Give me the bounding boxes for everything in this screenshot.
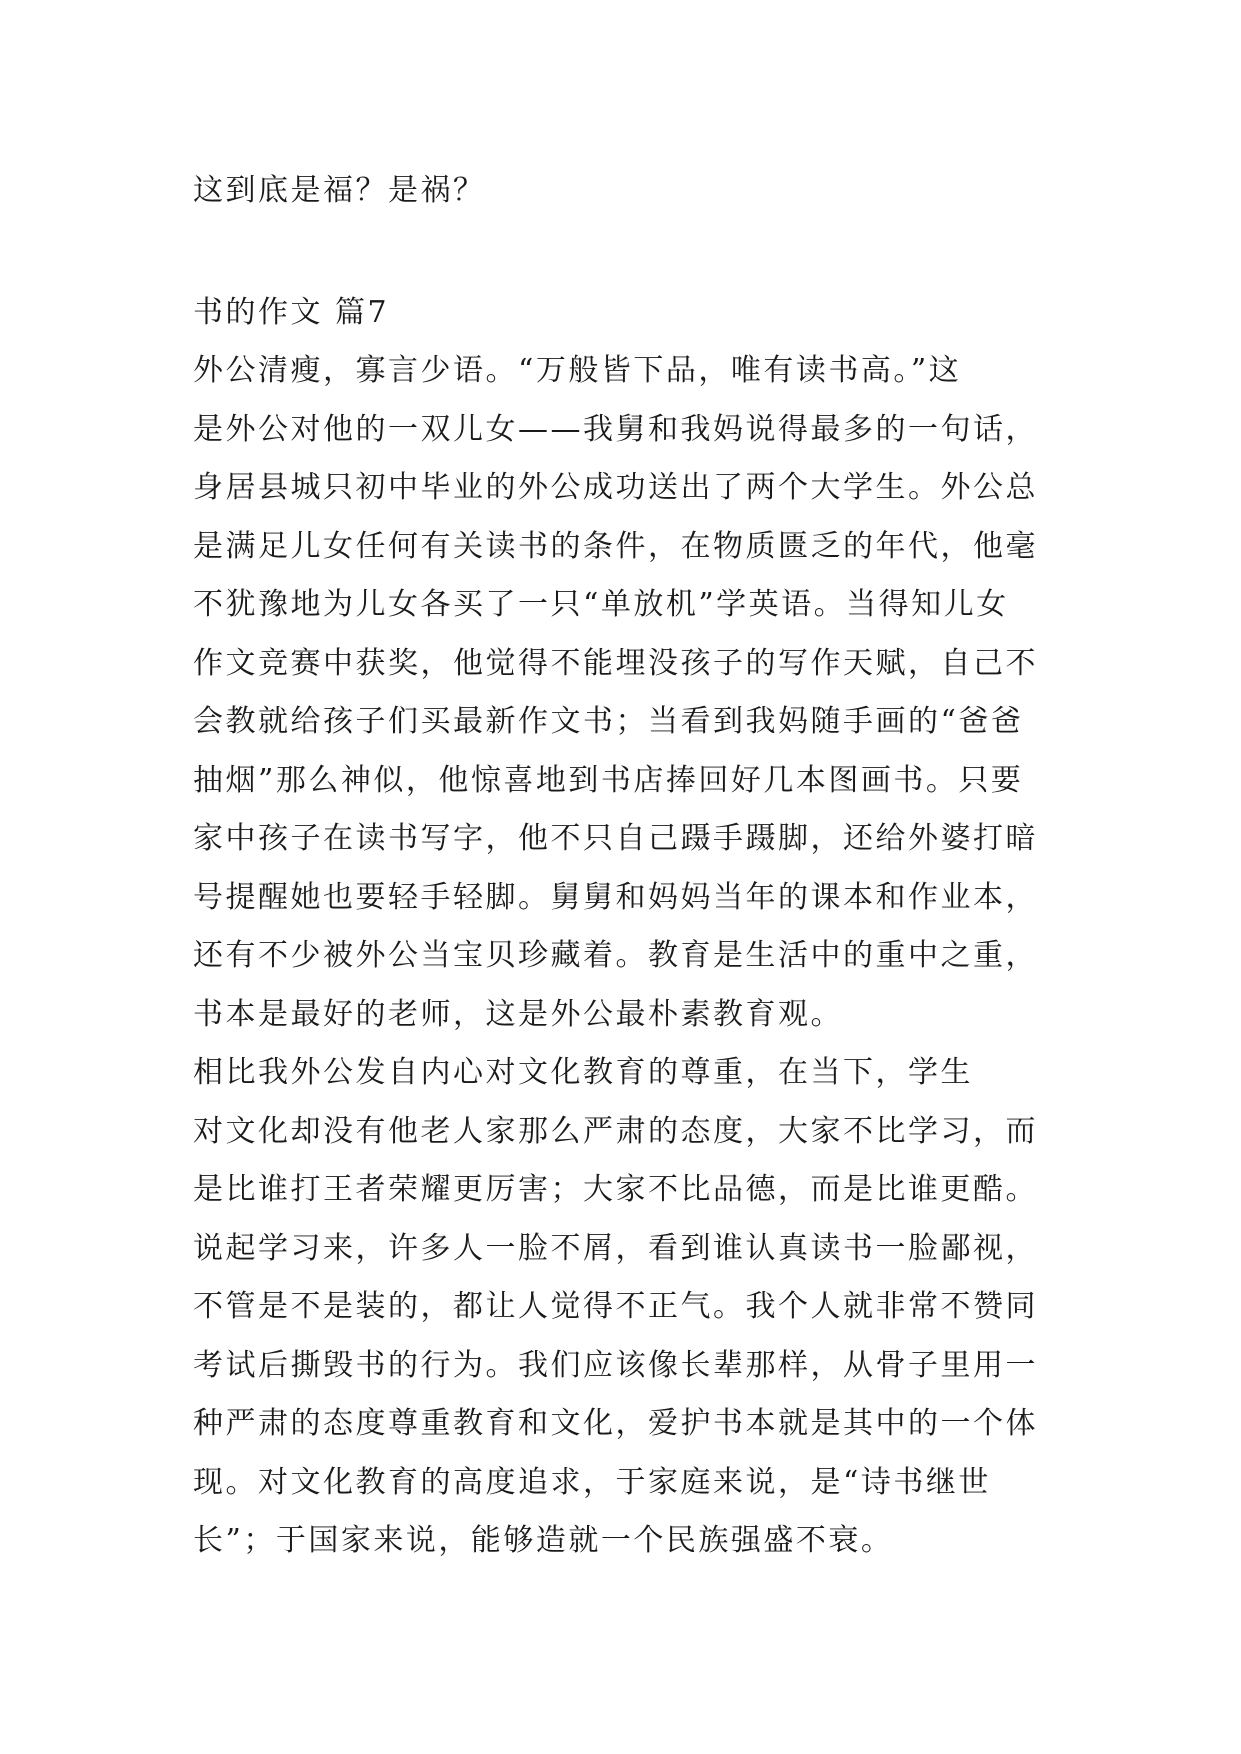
- paragraph-2-line: 考试后撕毁书的行为。我们应该像长辈那样，从骨子里用一: [193, 1347, 1038, 1383]
- paragraph-1-line: 作文竞赛中获奖，他觉得不能埋没孩子的写作天赋，自己不: [193, 645, 1038, 681]
- paragraph-1-line: 外公清瘦，寡言少语。“万般皆下品，唯有读书高。”这: [193, 353, 962, 388]
- lead-line: 这到底是福？是祸？: [193, 173, 486, 208]
- paragraph-1-line: 会教就给孩子们买最新作文书；当看到我妈随手画的“爸爸: [193, 704, 1024, 739]
- paragraph-1-line: 书本是最好的老师，这是外公最朴素教育观。: [193, 996, 843, 1032]
- paragraph-1-line: 号提醒她也要轻手轻脚。舅舅和妈妈当年的课本和作业本，: [193, 879, 1038, 915]
- document-body: [193, 162, 1049, 1571]
- paragraph-2-line: 不管是不是装的，都让人觉得不正气。我个人就非常不赞同: [193, 1289, 1038, 1324]
- paragraph-1-line: 抽烟”那么神似，他惊喜地到书店捧回好几本图画书。只要: [193, 762, 1024, 798]
- paragraph-1-line: 是外公对他的一双儿女——我舅和我妈说得最多的一句话，: [193, 411, 1038, 447]
- paragraph-1-line: 身居县城只初中毕业的外公成功送出了两个大学生。外公总: [193, 470, 1038, 505]
- paragraph-1-line: 是满足儿女任何有关读书的条件，在物质匮乏的年代，他毫: [193, 528, 1038, 564]
- paragraph-2-line: 现。对文化教育的高度追求，于家庭来说，是“诗书继世: [193, 1464, 991, 1500]
- paragraph-2-line: 对文化却没有他老人家那么严肃的态度，大家不比学习，而: [193, 1113, 1038, 1149]
- paragraph-1-line: 家中孩子在读书写字，他不只自己蹑手蹑脚，还给外婆打暗: [193, 821, 1038, 856]
- paragraph-2-line: 说起学习来，许多人一脸不屑，看到谁认真读书一脸鄙视，: [193, 1230, 1038, 1266]
- essay-heading: 书的作文 篇7: [193, 294, 390, 330]
- paragraph-2-line: 长”；于国家来说，能够造就一个民族强盛不衰。: [193, 1523, 894, 1558]
- paragraph-2-line: 相比我外公发自内心对文化教育的尊重，在当下，学生: [193, 1055, 973, 1090]
- paragraph-2-line: 种严肃的态度尊重教育和文化，爱护书本就是其中的一个体: [193, 1406, 1038, 1441]
- paragraph-1-line: 不犹豫地为儿女各买了一只“单放机”学英语。当得知儿女: [193, 587, 1009, 622]
- paragraph-1: [193, 342, 1049, 1044]
- paragraph-2-line: 是比谁打王者荣耀更厉害；大家不比品德，而是比谁更酷。: [193, 1172, 1038, 1207]
- paragraph-2: [193, 1044, 1049, 1571]
- paragraph-1-line: 还有不少被外公当宝贝珍藏着。教育是生活中的重中之重，: [193, 938, 1038, 973]
